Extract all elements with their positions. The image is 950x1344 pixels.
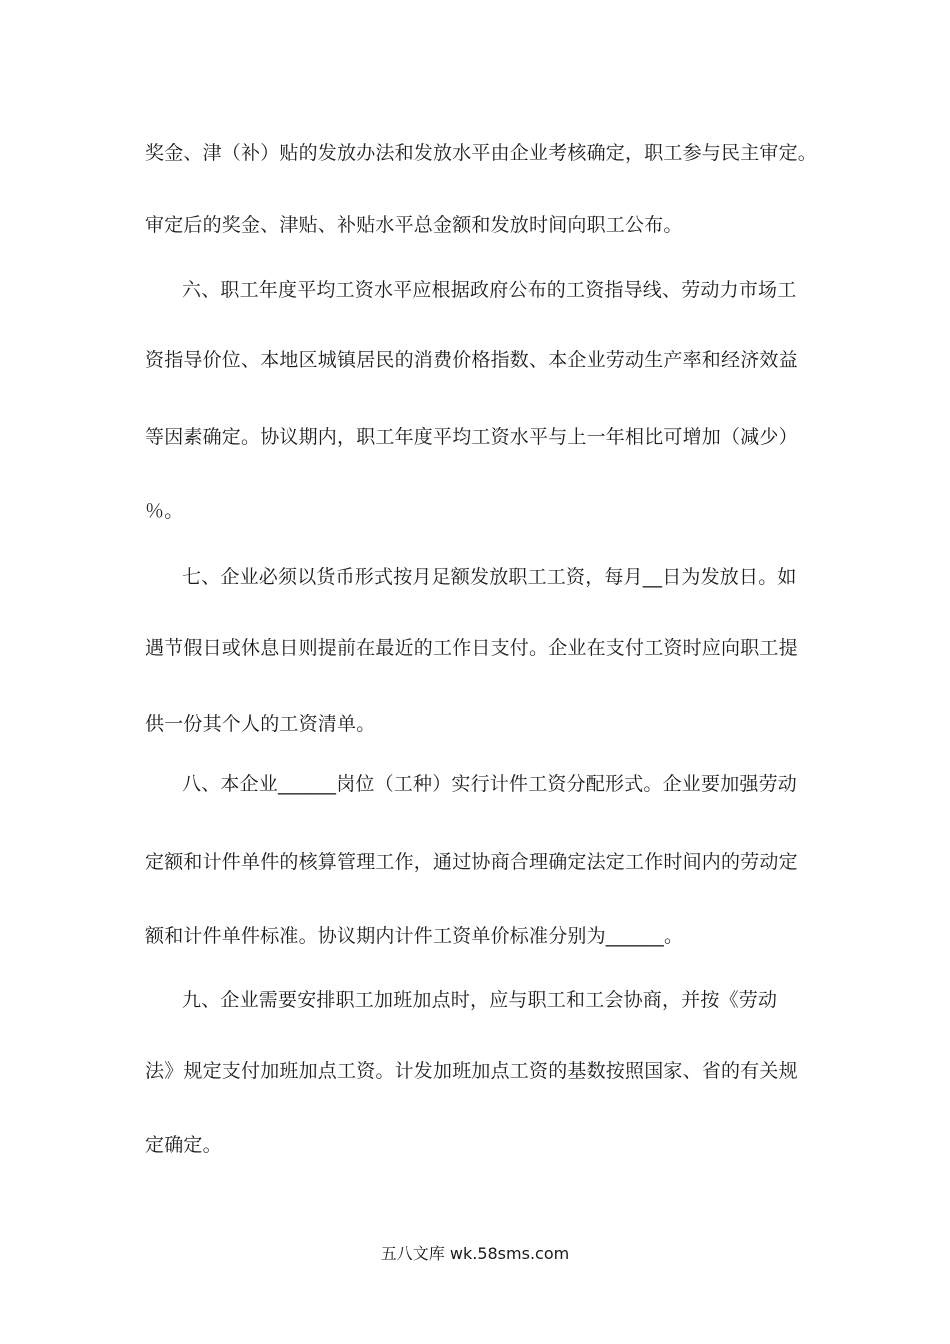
paragraph-line: 法》规定支付加班加点工资。计发加班加点工资的基数按照国家、省的有关规 (145, 1060, 798, 1082)
paragraph-line: 定确定。 (145, 1134, 222, 1156)
page-footer: 五八文库 wk.58sms.com (380, 1244, 570, 1263)
paragraph-line: 等因素确定。协议期内，职工年度平均工资水平与上一年相比可增加（减少） (145, 426, 798, 448)
paragraph-line: 审定后的奖金、津贴、补贴水平总金额和发放时间向职工公布。 (145, 214, 683, 236)
paragraph-line: 奖金、津（补）贴的发放办法和发放水平由企业考核确定，职工参与民主审定。 (145, 142, 818, 164)
paragraph-line: 供一份其个人的工资清单。 (145, 713, 376, 735)
paragraph-line: 九、企业需要安排职工加班加点时，应与职工和工会协商，并按《劳动 (182, 989, 778, 1011)
paragraph-line: 资指导价位、本地区城镇居民的消费价格指数、本企业劳动生产率和经济效益 (145, 349, 798, 371)
paragraph-line: 遇节假日或休息日则提前在最近的工作日支付。企业在支付工资时应向职工提 (145, 637, 798, 659)
paragraph-line: ％。 (145, 500, 184, 522)
paragraph-line: 六、职工年度平均工资水平应根据政府公布的工资指导线、劳动力市场工 (182, 279, 797, 301)
paragraph-line: 定额和计件单件的核算管理工作，通过协商合理确定法定工作时间内的劳动定 (145, 851, 798, 873)
paragraph-line: 额和计件单件标准。协议期内计件工资单价标准分别为______。 (145, 925, 684, 947)
paragraph-line: 七、企业必须以货币形式按月足额发放职工工资，每月__日为发放日。如 (182, 566, 797, 588)
paragraph-line: 八、本企业______岗位（工种）实行计件工资分配形式。企业要加强劳动 (182, 773, 798, 795)
